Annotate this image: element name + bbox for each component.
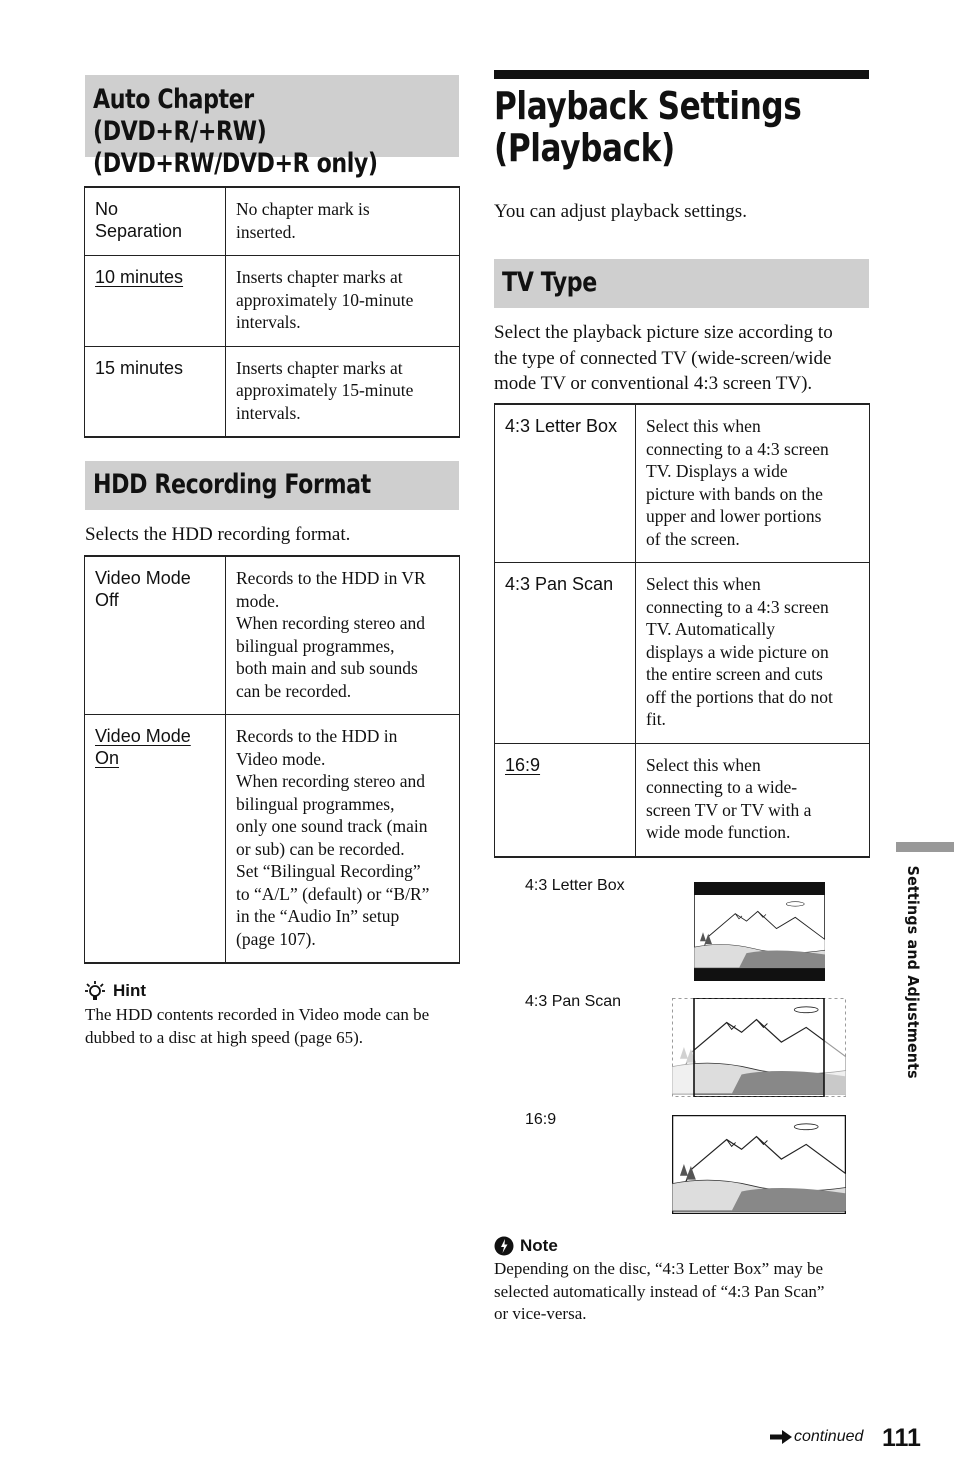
option-description: No chapter mark is inserted. [226,187,460,256]
option-name: Video Mode On [95,726,191,768]
table-row [85,346,460,437]
option-name: 10 minutes [95,267,184,287]
tv-type-heading [494,259,869,308]
tv-type-heading-text: TV Type [502,267,597,298]
section-tab-marker [896,842,954,852]
lightbulb-icon [85,980,105,1002]
illus-label-letterbox: 4:3 Letter Box [525,877,625,894]
option-cell [85,256,226,347]
letterbox-illustration [694,882,825,981]
option-description: Records to the HDD in Video mode. When recording stereo and bilingual programmes, only one sound track (main or sub) can be recorded. Set “Bilingual Recording” to “A/L” (default) or “B/R” in the “Audio In” setup (page 107). [226,715,460,964]
auto-chapter-heading-text: Auto Chapter (DVD+R/+RW) (DVD+RW/DVD+R only) [93,84,378,179]
title-rule [494,70,869,79]
wide-illustration [672,1115,846,1214]
option-description: Select this when connecting to a 4:3 screen TV. Automatically displays a wide picture on the entire screen and cuts off the portions that do not fit. [636,563,870,744]
illus-label-panscan: 4:3 Pan Scan [525,993,622,1010]
continued-text: continued [794,1428,864,1445]
option-description: Select this when connecting to a 4:3 screen TV. Displays a wide picture with bands on the upper and lower portions of the screen. [636,404,870,563]
option-cell [495,743,636,857]
option-name: Video Mode Off [95,568,191,610]
note-block [494,1236,874,1326]
option-cell [85,346,226,437]
option-cell [85,187,226,256]
hdd-format-intro: Selects the HDD recording format. [85,524,351,545]
hdd-format-table [84,555,460,964]
table-row [495,404,870,563]
playback-intro: You can adjust playback settings. [494,201,747,222]
option-cell [85,556,226,715]
option-description: Records to the HDD in VR mode. When recording stereo and bilingual programmes, both main and sub sounds can be recorded. [226,556,460,715]
table-row [495,563,870,744]
note-text: Depending on the disc, “4:3 Letter Box” may be selected automatically instead of “4:3 Pan Scan” or vice-versa. [494,1259,825,1323]
table-row [85,187,460,256]
table-row [85,256,460,347]
option-name: 4:3 Letter Box [505,416,618,436]
tv-type-table [494,403,870,858]
auto-chapter-table [84,186,460,438]
illus-label-wide: 16:9 [525,1111,557,1128]
note-icon [494,1236,514,1256]
option-description: Inserts chapter marks at approximately 15-minute intervals. [226,346,460,437]
arrow-right-icon [770,1430,792,1444]
option-cell [495,563,636,744]
option-name: 16:9 [505,754,541,775]
hdd-format-heading-text: HDD Recording Format [93,469,371,500]
hint-label: Hint [113,981,147,1000]
panscan-illustration [672,998,846,1097]
table-row [85,715,460,964]
option-cell [495,404,636,563]
hdd-format-heading [85,461,459,510]
option-name: No Separation [95,199,183,241]
table-row [85,556,460,715]
option-description: Select this when connecting to a wide- screen TV or TV with a wide mode function. [636,743,870,857]
option-cell [85,715,226,964]
auto-chapter-heading [85,75,459,179]
option-name: 15 minutes [95,357,184,378]
continued-marker [770,1428,863,1446]
tv-type-intro: Select the playback picture size according to the type of connected TV (wide-screen/wide mode TV or conventional 4:3 screen TV). [494,322,833,394]
option-description: Inserts chapter marks at approximately 10-minute intervals. [226,256,460,347]
table-row [495,743,870,857]
section-tab-label: Settings and Adjustments [904,865,922,1079]
hint-block [85,980,465,1049]
page-title: Playback Settings (Playback) [494,84,802,170]
option-name: 4:3 Pan Scan [505,574,614,594]
page-number: 111 [882,1424,921,1452]
hint-text: The HDD contents recorded in Video mode can be dubbed to a disc at high speed (page 65). [85,1005,430,1047]
note-label: Note [520,1236,558,1255]
